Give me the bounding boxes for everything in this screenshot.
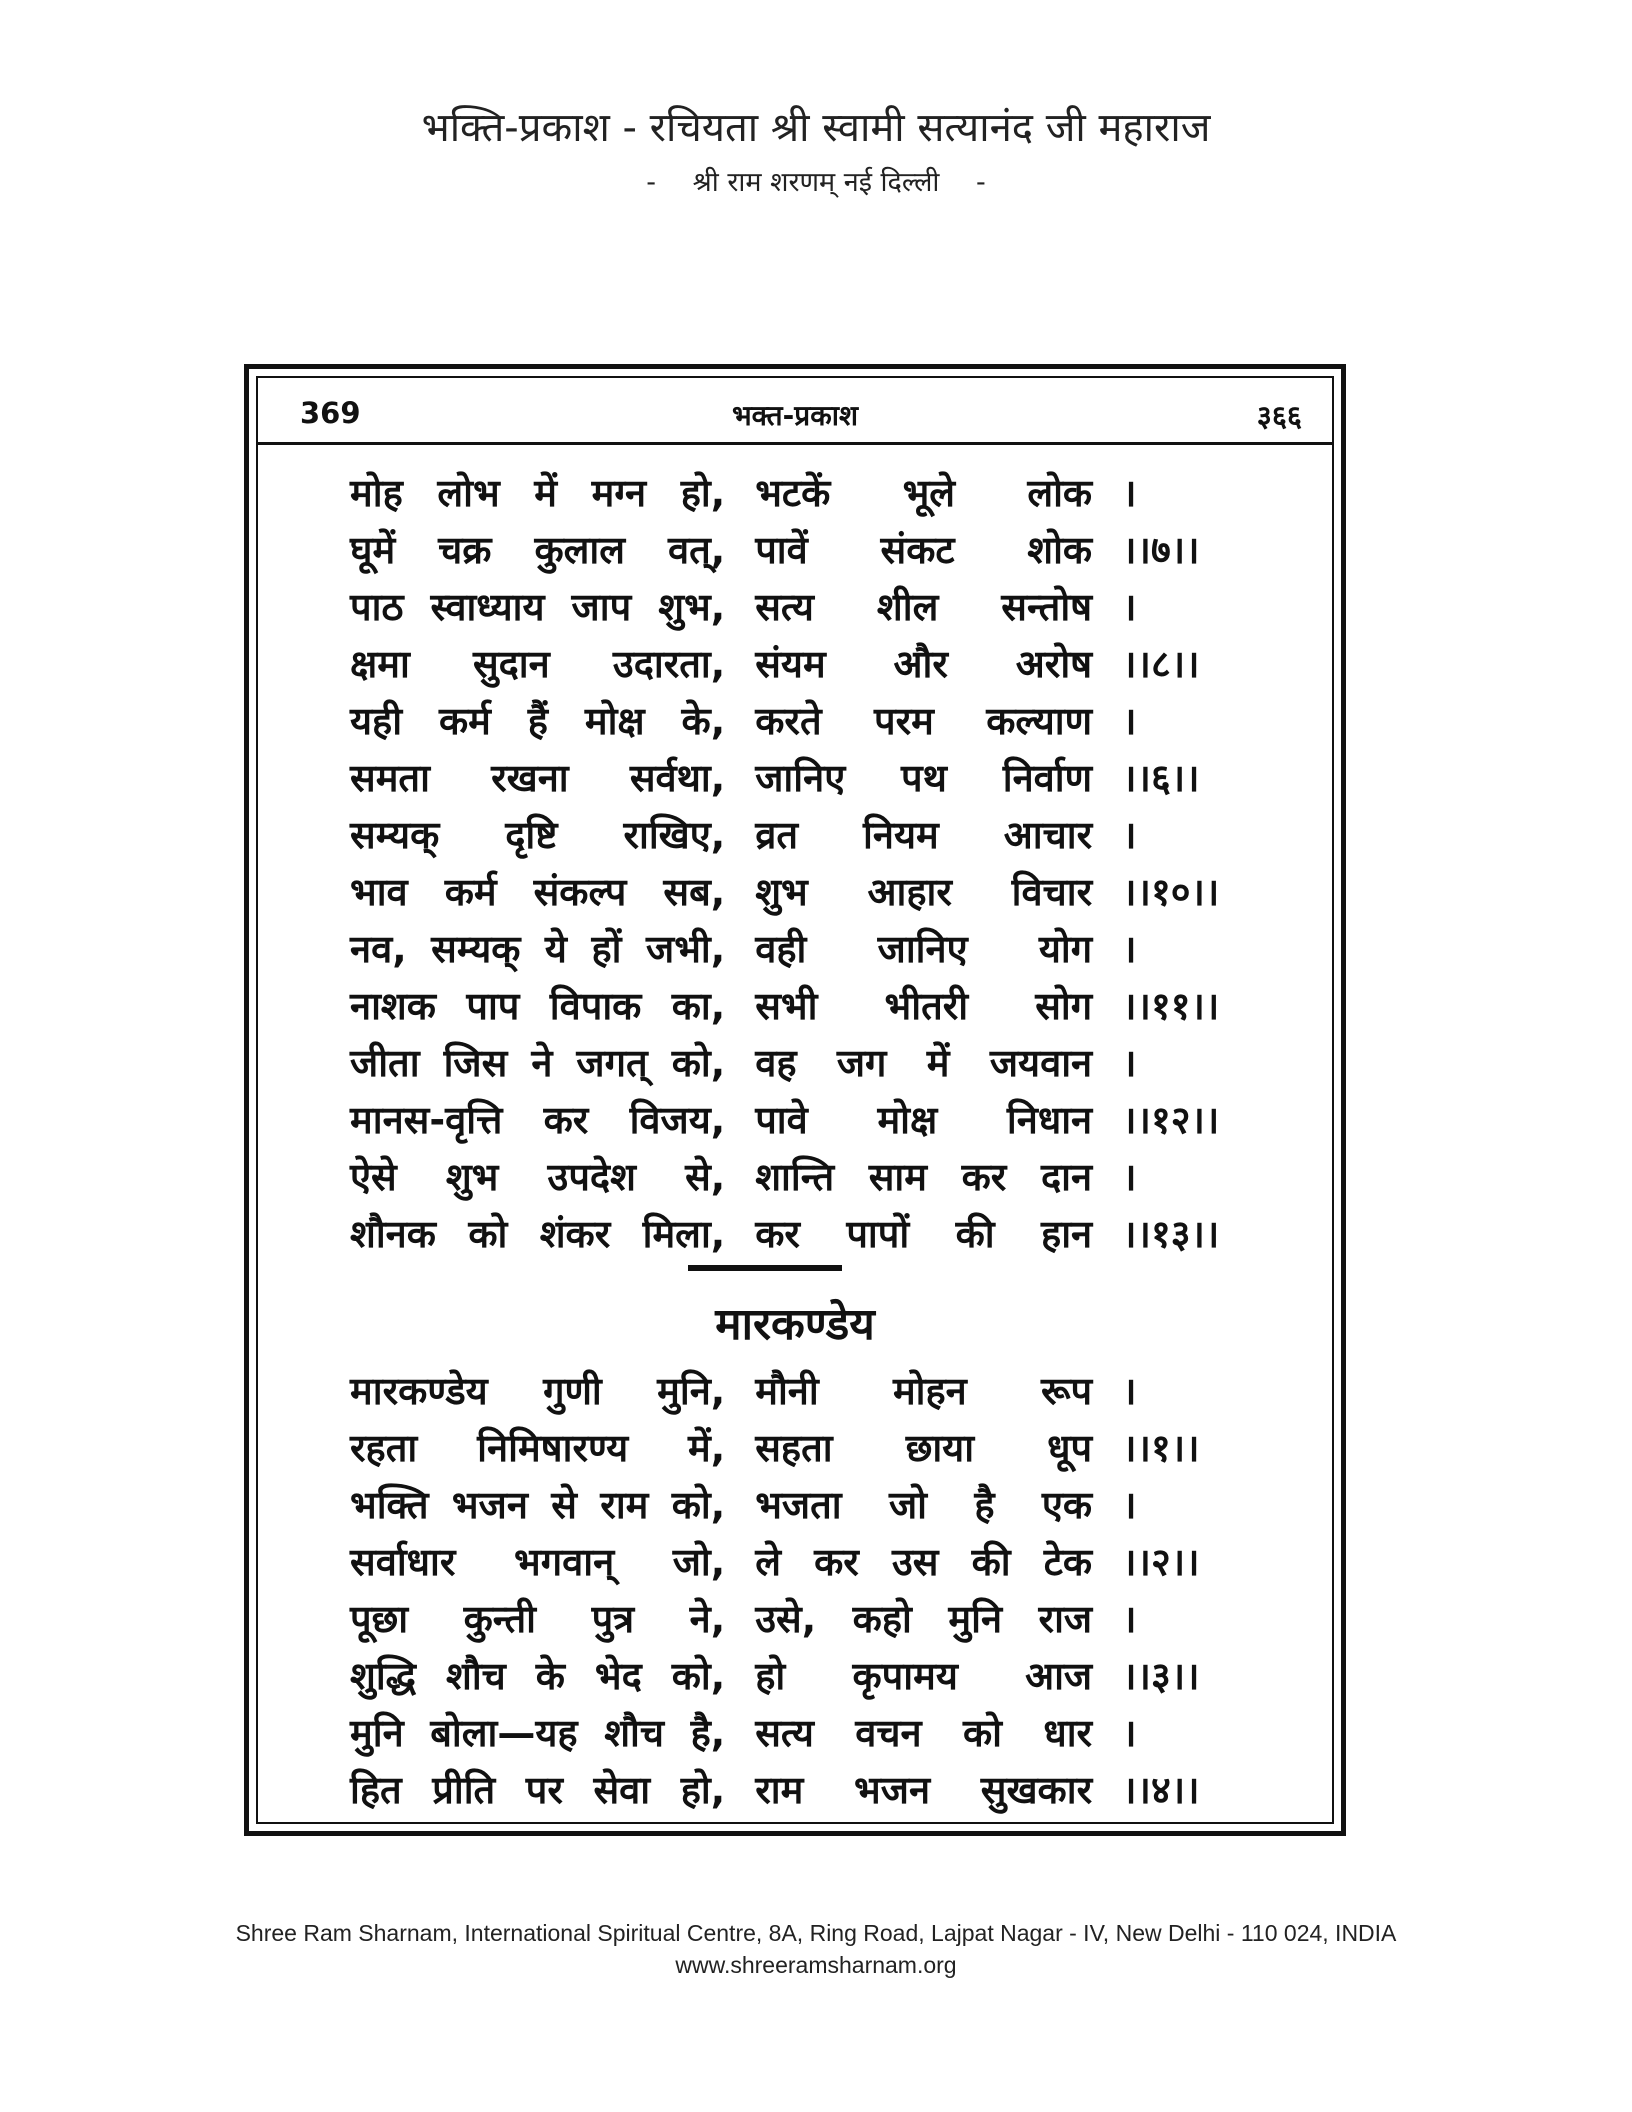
verse-word: योग: [1038, 927, 1093, 971]
verse-second-half: [755, 1207, 1092, 1257]
verse-first-half: [350, 1649, 725, 1699]
verse-end-mark: ।।३।।: [1122, 1654, 1200, 1698]
verse-word: मोक्ष: [877, 1098, 938, 1142]
verse-word: क्षमा: [350, 642, 410, 686]
verse-first-half: [350, 1592, 725, 1642]
verse-word: ये: [544, 927, 567, 971]
verse-word: आज: [1025, 1654, 1093, 1698]
verse-word: भजन: [451, 1483, 528, 1527]
verse-end-mark: ।।४।।: [1122, 1768, 1200, 1812]
verse-end-mark: ।।१३।।: [1122, 1212, 1220, 1256]
page-number-right: ३६६: [1256, 399, 1302, 433]
verse-word: उसे,: [755, 1597, 817, 1641]
verse-word: वचन: [855, 1711, 922, 1755]
verse-word: शोक: [1027, 528, 1093, 572]
verse-word: का,: [671, 984, 726, 1028]
verse-line: [350, 808, 1237, 858]
verse-word: कहो: [852, 1597, 912, 1641]
verse-word: मोहन: [892, 1369, 967, 1413]
verse-line: [350, 1036, 1237, 1086]
verse-second-half: [755, 523, 1092, 573]
verse-word: विपाक: [549, 984, 642, 1028]
verse-word: से: [551, 1483, 577, 1527]
verse-first-half: [350, 1706, 725, 1756]
verse-word: लोभ: [437, 471, 500, 515]
verse-line: [350, 751, 1237, 801]
verse-word: ऐसे: [350, 1155, 397, 1199]
verse-word: छाया: [905, 1426, 975, 1470]
verse-first-half: [350, 523, 725, 573]
book-title: भक्ति-प्रकाश - रचियता श्री स्वामी सत्यानंद जी महाराज: [421, 105, 1211, 151]
verse-word: वही: [755, 927, 807, 971]
verse-word: शान्ति: [755, 1155, 835, 1199]
verse-word: की: [971, 1540, 1011, 1584]
verse-word: कर्म: [444, 870, 497, 914]
page-frame-inner: [256, 376, 1334, 1824]
verse-word: कर्म: [438, 699, 491, 743]
verse-second-half: [755, 1478, 1092, 1528]
verse-second-half: [755, 1036, 1092, 1086]
verse-word: मौनी: [755, 1369, 819, 1413]
verse-word: जीता: [350, 1041, 420, 1085]
verse-word: भूले: [902, 471, 956, 515]
verse-end-mark: ।।११।।: [1122, 984, 1220, 1028]
verse-word: व्रत: [755, 813, 799, 857]
verse-word: को,: [671, 1041, 726, 1085]
verse-word: मुनि,: [657, 1369, 726, 1413]
verse-word: घूमें: [350, 528, 396, 572]
verse-second-half: [755, 751, 1092, 801]
verse-word: रूप: [1041, 1369, 1093, 1413]
verse-second-half: [755, 1093, 1092, 1143]
verse-word: सत्य: [755, 585, 814, 629]
verse-word: नियम: [863, 813, 939, 857]
verse-line: [350, 523, 1237, 573]
verse-word: उस: [891, 1540, 939, 1584]
verse-word: सभी: [755, 984, 818, 1028]
page-frame: [244, 364, 1346, 1836]
page-number-left: 369: [300, 396, 361, 430]
verse-word: बोला—यह: [430, 1711, 578, 1755]
verse-word: राखिए,: [623, 813, 726, 857]
verse-line: [350, 922, 1237, 972]
verse-word: अरोष: [1015, 642, 1093, 686]
verse-word: निमिषारण्य: [477, 1426, 629, 1470]
verse-word: वत्,: [667, 528, 726, 572]
verse-word: हान: [1041, 1212, 1093, 1256]
verse-end-mark: ।: [1122, 1483, 1137, 1527]
verse-word: यही: [350, 699, 403, 743]
verse-word: पावें: [755, 528, 808, 572]
verse-first-half: [350, 637, 725, 687]
verse-word: के,: [681, 699, 726, 743]
verse-word: हो,: [680, 471, 726, 515]
verse-second-half: [755, 580, 1092, 630]
verse-word: मुनि: [948, 1597, 1003, 1641]
verse-word: सत्य: [755, 1711, 814, 1755]
verse-word: भक्ति: [350, 1483, 429, 1527]
verse-word: कर: [814, 1540, 859, 1584]
verse-word: शुभ: [445, 1155, 499, 1199]
verse-word: को: [468, 1212, 508, 1256]
verse-first-half: [350, 751, 725, 801]
verse-word: जानिए: [877, 927, 968, 971]
verse-word: आचार: [1003, 813, 1093, 857]
verse-word: स्वाध्याय: [430, 585, 545, 629]
verse-line: [350, 1207, 1237, 1257]
verse-word: सहता: [755, 1426, 833, 1470]
verse-first-half: [350, 979, 725, 1029]
verse-word: मोह: [350, 471, 403, 515]
verse-second-half: [755, 865, 1092, 915]
verse-word: सुदान: [472, 642, 550, 686]
verse-word: शुद्धि: [350, 1654, 417, 1698]
verse-word: को,: [671, 1654, 726, 1698]
verse-second-half: [755, 808, 1092, 858]
verse-word: चक्र: [438, 528, 492, 572]
verse-word: कर: [961, 1155, 1007, 1199]
footer-address: Shree Ram Sharnam, International Spiritual Centre, 8A, Ring Road, Lajpat Nagar - IV, New Delhi - 110 024, INDIA: [235, 1920, 1397, 1946]
verse-word: सर्वाधार: [350, 1540, 456, 1584]
verse-end-mark: ।।७।।: [1122, 528, 1200, 572]
verse-word: आहार: [867, 870, 952, 914]
verse-end-mark: ।।६।।: [1122, 756, 1200, 800]
verse-end-mark: ।।१।।: [1122, 1426, 1200, 1470]
verse-word: में: [926, 1041, 950, 1085]
verse-word: वह: [755, 1041, 797, 1085]
verse-second-half: [755, 1706, 1092, 1756]
verse-word: उपदेश: [547, 1155, 636, 1199]
verse-first-half: [350, 922, 725, 972]
verse-word: राम: [755, 1768, 804, 1812]
verse-word: समता: [350, 756, 430, 800]
verse-word: सुखकार: [980, 1768, 1093, 1812]
verse-line: [350, 1364, 1237, 1414]
verse-end-mark: ।: [1122, 699, 1137, 743]
verse-word: हो,: [680, 1768, 726, 1812]
verse-word: है,: [690, 1711, 726, 1755]
verse-word: नाशक: [350, 984, 436, 1028]
verse-word: मारकण्डेय: [350, 1369, 488, 1413]
verse-word: शुभ: [755, 870, 808, 914]
verse-first-half: [350, 1421, 725, 1471]
verse-word: निधान: [1006, 1098, 1093, 1142]
dash-right: -: [975, 167, 986, 198]
verse-first-half: [350, 1207, 725, 1257]
verse-word: ने,: [689, 1597, 726, 1641]
verse-first-half: [350, 1093, 725, 1143]
verse-word: मुनि: [350, 1711, 404, 1755]
verse-word: सन्तोष: [1001, 585, 1093, 629]
verse-word: हित: [350, 1768, 402, 1812]
verse-second-half: [755, 922, 1092, 972]
verse-line: [350, 865, 1237, 915]
verse-word: सोग: [1035, 984, 1093, 1028]
verse-word: दृष्टि: [505, 813, 558, 857]
verse-line: [350, 1649, 1237, 1699]
verse-word: संकट: [880, 528, 955, 572]
verse-word: कुन्ती: [463, 1597, 537, 1641]
verse-word: विजय,: [629, 1098, 726, 1142]
verse-word: पाप: [466, 984, 520, 1028]
verse-end-mark: ।।८।।: [1122, 642, 1200, 686]
verse-second-half: [755, 1649, 1092, 1699]
verse-word: कृपामय: [852, 1654, 958, 1698]
verse-line: [350, 1763, 1237, 1813]
verse-line: [350, 1706, 1237, 1756]
verse-second-half: [755, 466, 1092, 516]
verse-word: कल्याण: [986, 699, 1093, 743]
section-title: मारकण्डेय: [715, 1299, 875, 1350]
verse-line: [350, 580, 1237, 630]
section-divider: [688, 1265, 842, 1271]
verse-word: मिला,: [642, 1212, 726, 1256]
verse-word: भाव: [350, 870, 408, 914]
verse-word: गुणी: [543, 1369, 602, 1413]
verse-word: मग्न: [591, 471, 647, 515]
verse-word: भजन: [854, 1768, 931, 1812]
verse-word: भटकें: [755, 471, 831, 515]
verse-word: पूछा: [350, 1597, 409, 1641]
verse-word: सर्वथा,: [629, 756, 726, 800]
verse-word: जाप: [571, 585, 632, 629]
verse-first-half: [350, 1535, 725, 1585]
verse-word: जगत्: [576, 1041, 648, 1085]
verse-line: [350, 637, 1237, 687]
verse-end-mark: ।: [1122, 1155, 1137, 1199]
verse-first-half: [350, 865, 725, 915]
footer-website: www.shreeramsharnam.org: [675, 1952, 957, 1978]
verse-word: राज: [1038, 1597, 1093, 1641]
verse-word: एक: [1041, 1483, 1093, 1527]
verse-line: [350, 694, 1237, 744]
verse-word: सम्यक्: [350, 813, 440, 857]
verse-word: सब,: [663, 870, 726, 914]
verse-line: [350, 1421, 1237, 1471]
verse-word: भीतरी: [884, 984, 969, 1028]
verse-word: जिस: [443, 1041, 508, 1085]
verse-word: साम: [868, 1155, 927, 1199]
page-header: [258, 396, 1332, 436]
verse-word: को,: [671, 1483, 726, 1527]
verse-word: भेद: [594, 1654, 642, 1698]
verse-word: को: [962, 1711, 1003, 1755]
verse-line: [350, 1093, 1237, 1143]
verse-line: [350, 1150, 1237, 1200]
verse-word: सम्यक्: [431, 927, 521, 971]
verse-second-half: [755, 1150, 1092, 1200]
verse-word: पाठ: [350, 585, 404, 629]
verse-word: टेक: [1043, 1540, 1093, 1584]
verse-word: कर: [755, 1212, 800, 1256]
verse-word: शौनक: [350, 1212, 436, 1256]
dash-left: -: [646, 167, 657, 198]
verse-first-half: [350, 1763, 725, 1813]
verse-word: ने: [531, 1041, 553, 1085]
verse-word: पुत्र: [591, 1597, 635, 1641]
verse-line: [350, 979, 1237, 1029]
verse-word: हों: [591, 927, 622, 971]
verse-word: में,: [688, 1426, 726, 1470]
verse-word: प्रीति: [432, 1768, 496, 1812]
verse-second-half: [755, 979, 1092, 1029]
verse-end-mark: ।: [1122, 1597, 1137, 1641]
verse-word: विचार: [1011, 870, 1093, 914]
verse-word: की: [955, 1212, 995, 1256]
verse-end-mark: ।।२।।: [1122, 1540, 1200, 1584]
verse-word: मानस-वृत्ति: [350, 1098, 503, 1142]
verse-word: कुलाल: [534, 528, 626, 572]
verse-word: उदारता,: [612, 642, 726, 686]
verse-second-half: [755, 637, 1092, 687]
verse-word: संकल्प: [533, 870, 627, 914]
verse-end-mark: ।: [1122, 1369, 1137, 1413]
verse-end-mark: ।: [1122, 927, 1137, 971]
verse-end-mark: ।: [1122, 471, 1137, 515]
verse-first-half: [350, 580, 725, 630]
verse-first-half: [350, 1036, 725, 1086]
verse-end-mark: ।: [1122, 1711, 1137, 1755]
running-title: भक्त-प्रकाश: [731, 399, 858, 432]
verse-word: धार: [1043, 1711, 1093, 1755]
verse-end-mark: ।: [1122, 1041, 1137, 1085]
verse-word: संयम: [755, 642, 826, 686]
verse-second-half: [755, 1535, 1092, 1585]
verse-word: जयवान: [989, 1041, 1093, 1085]
verse-word: दान: [1040, 1155, 1093, 1199]
verse-line: [350, 1592, 1237, 1642]
verse-first-half: [350, 808, 725, 858]
verse-word: पावे: [755, 1098, 808, 1142]
verse-word: जभी,: [646, 927, 726, 971]
publisher-line: [0, 162, 1632, 199]
verse-word: जो: [888, 1483, 928, 1527]
verse-end-mark: ।: [1122, 813, 1137, 857]
verse-second-half: [755, 1763, 1092, 1813]
verse-word: से,: [685, 1155, 726, 1199]
verse-first-half: [350, 1364, 725, 1414]
publisher-name: श्री राम शरणम् नई दिल्ली: [692, 167, 940, 198]
verse-word: ले: [755, 1540, 781, 1584]
verse-word: में: [534, 471, 558, 515]
verse-word: धूप: [1047, 1426, 1093, 1470]
verse-word: रखना: [491, 756, 569, 800]
header-rule: [258, 442, 1332, 445]
verse-word: शंकर: [539, 1212, 611, 1256]
verse-word: पर: [525, 1768, 563, 1812]
verse-word: के: [535, 1654, 565, 1698]
verse-first-half: [350, 466, 725, 516]
verse-word: निर्वाण: [1002, 756, 1093, 800]
verse-word: राम: [600, 1483, 649, 1527]
verse-word: शील: [876, 585, 939, 629]
verse-end-mark: ।।१२।।: [1122, 1098, 1220, 1142]
verse-word: सेवा: [593, 1768, 651, 1812]
verse-word: जो,: [672, 1540, 726, 1584]
verse-word: जग: [836, 1041, 887, 1085]
verse-second-half: [755, 694, 1092, 744]
verse-word: परम: [873, 699, 934, 743]
verse-word: है: [974, 1483, 995, 1527]
verse-line: [350, 1535, 1237, 1585]
verse-end-mark: ।: [1122, 585, 1137, 629]
verse-word: रहता: [350, 1426, 418, 1470]
verse-word: मोक्ष: [584, 699, 645, 743]
verse-word: हैं: [527, 699, 548, 743]
verse-second-half: [755, 1364, 1092, 1414]
verse-first-half: [350, 1478, 725, 1528]
verse-line: [350, 466, 1237, 516]
verse-word: पथ: [901, 756, 947, 800]
verse-word: पापों: [846, 1212, 910, 1256]
verse-word: और: [893, 642, 948, 686]
verse-word: शौच: [604, 1711, 664, 1755]
verse-word: शुभ,: [658, 585, 726, 629]
verse-first-half: [350, 1150, 725, 1200]
verse-word: कर: [543, 1098, 589, 1142]
verse-end-mark: ।।१०।।: [1122, 870, 1220, 914]
verse-word: नव,: [350, 927, 407, 971]
verse-word: भगवान्: [513, 1540, 615, 1584]
verse-word: शौच: [445, 1654, 506, 1698]
verse-second-half: [755, 1421, 1092, 1471]
verse-word: भजता: [755, 1483, 842, 1527]
verse-line: [350, 1478, 1237, 1528]
verse-second-half: [755, 1592, 1092, 1642]
verse-word: हो: [755, 1654, 786, 1698]
verse-word: जानिए: [755, 756, 846, 800]
verse-word: लोक: [1027, 471, 1093, 515]
verse-word: करते: [755, 699, 822, 743]
verse-first-half: [350, 694, 725, 744]
